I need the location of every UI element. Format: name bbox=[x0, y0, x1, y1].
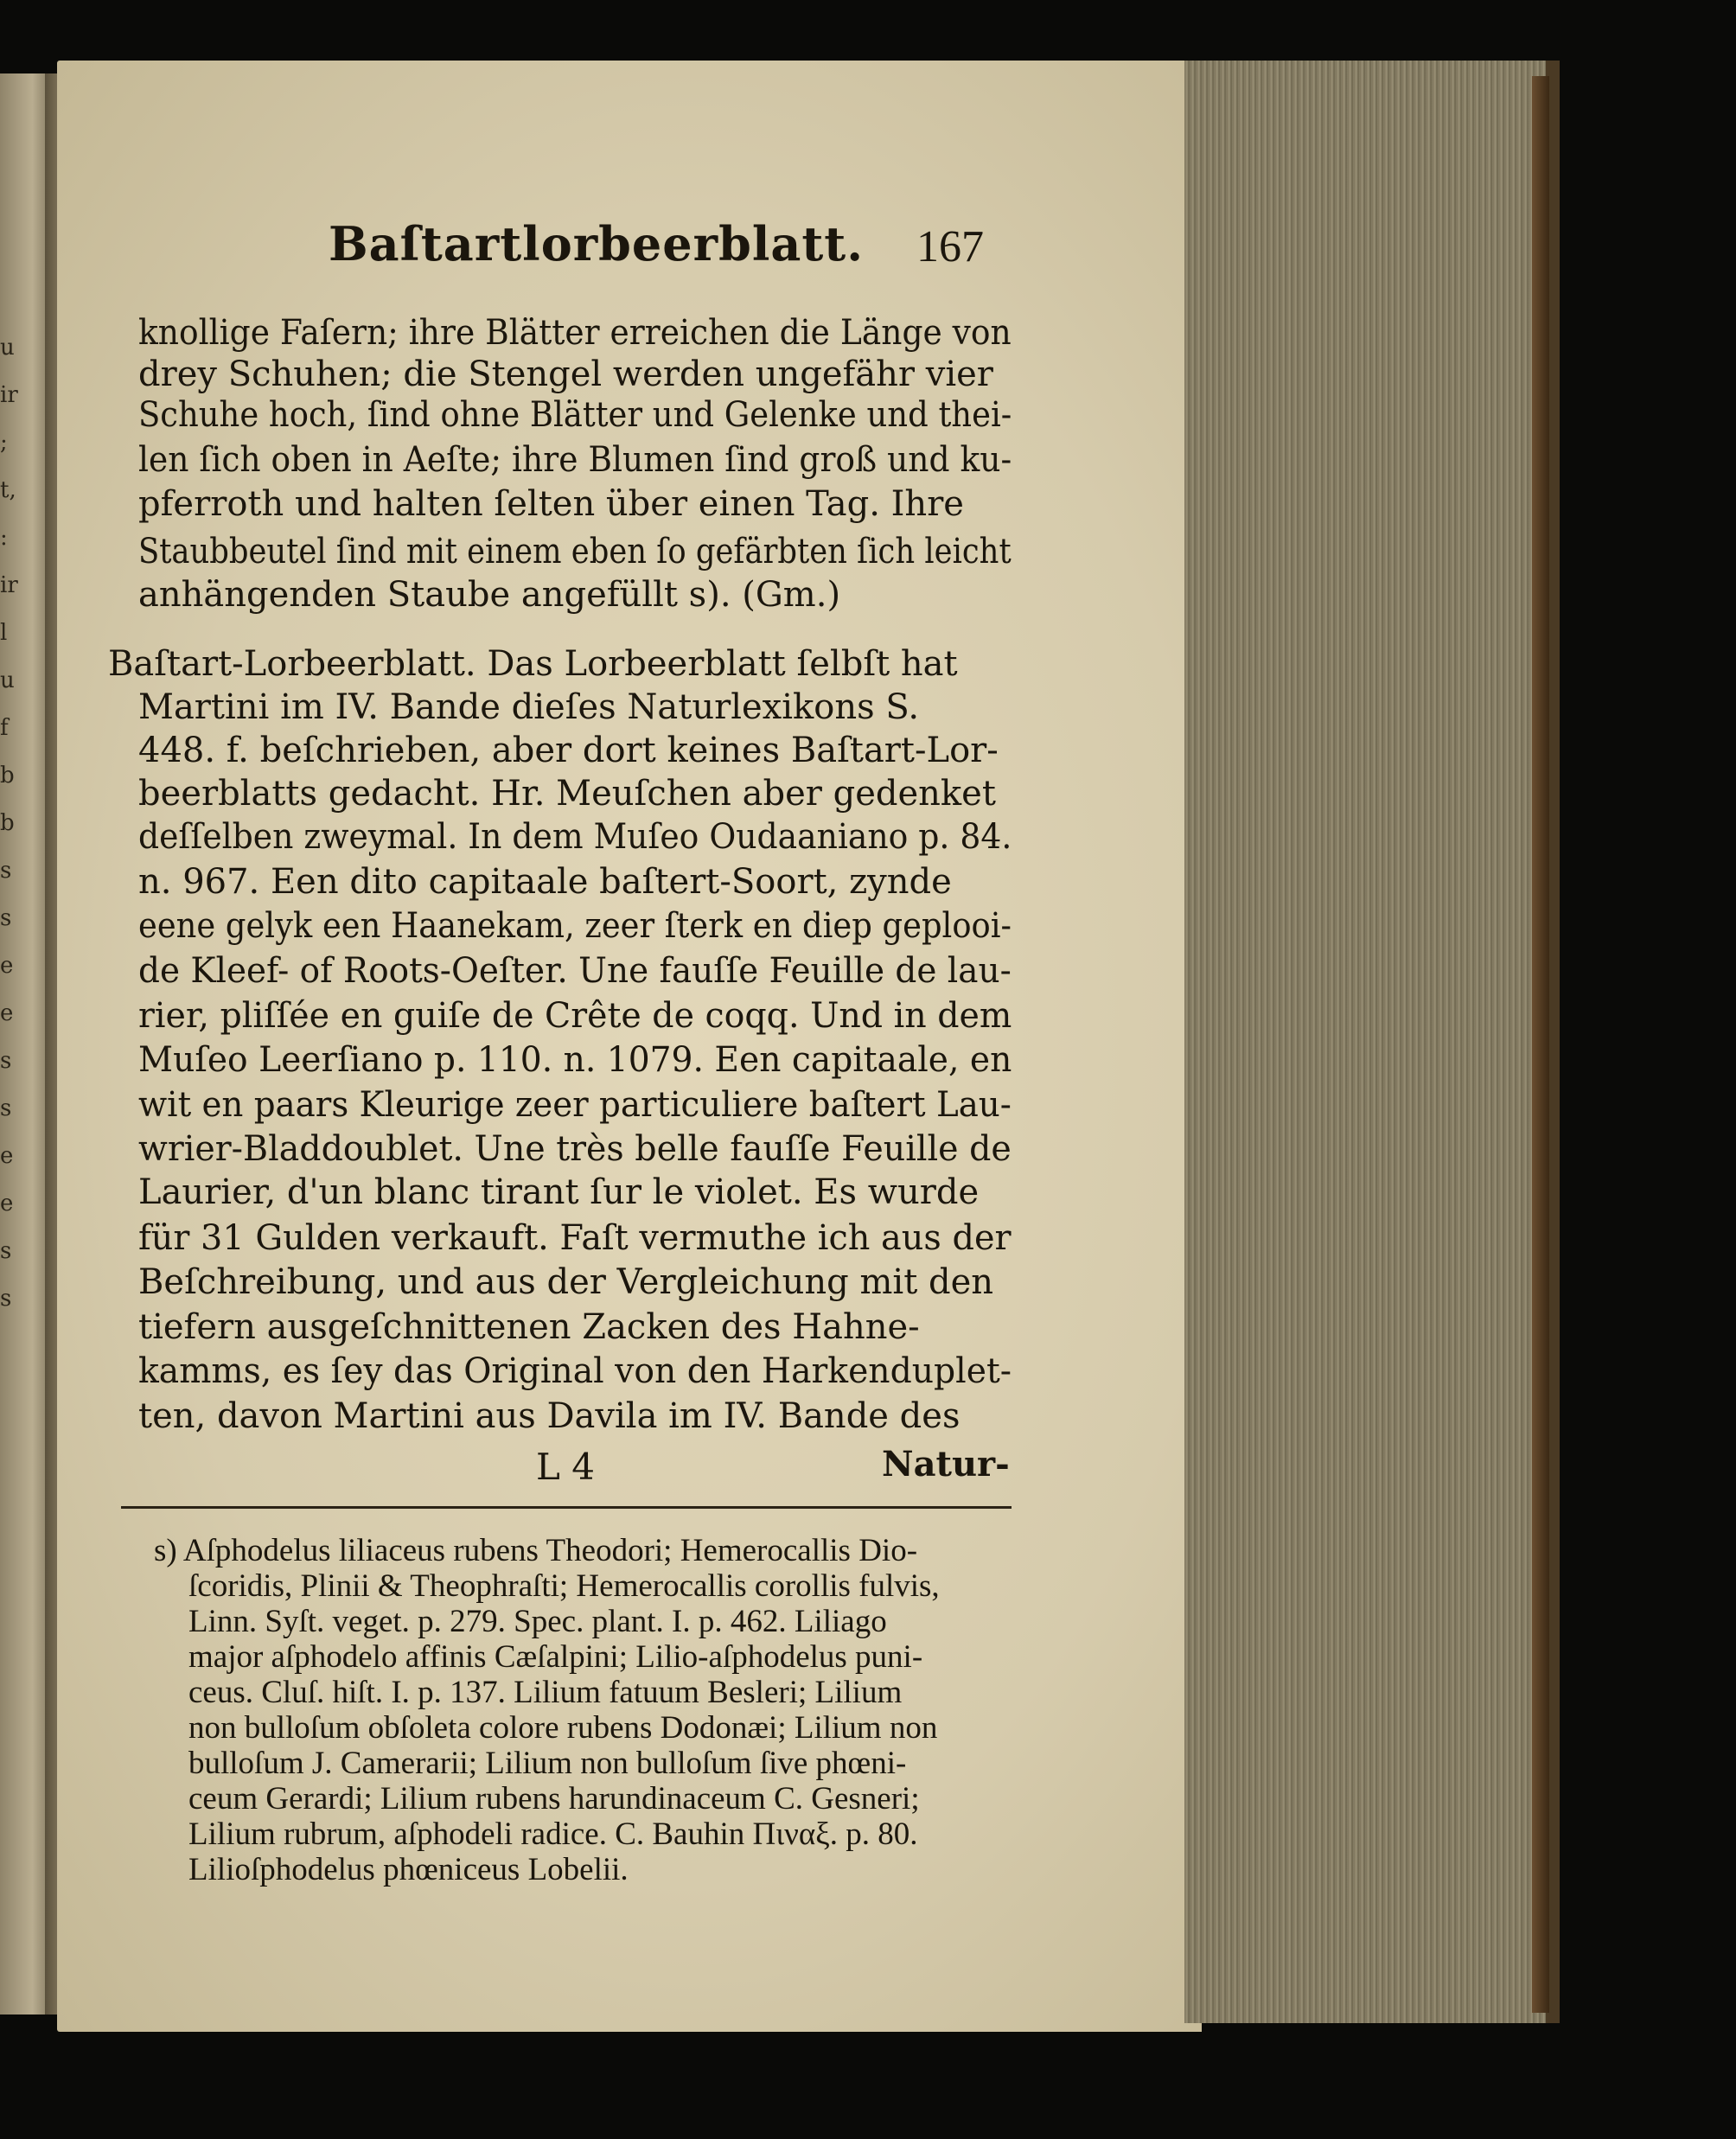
body-line: Staubbeutel ſind mit einem eben ſo gefärbten ſich leicht bbox=[138, 532, 1012, 571]
catchword: Natur- bbox=[882, 1444, 1010, 1485]
body-line: deſſelben zweymal. In dem Muſeo Oudaaniano p. 84. bbox=[138, 817, 1012, 857]
left-page-fragment: : bbox=[0, 525, 8, 551]
signature-mark: L 4 bbox=[536, 1446, 595, 1488]
left-page-fragment: l bbox=[0, 620, 8, 646]
body-line: eene gelyk een Haanekam, zeer ſterk en diep geplooi- bbox=[138, 906, 1012, 946]
running-title: Baſtartlorbeerblatt. bbox=[329, 216, 865, 271]
left-page-fragment: ; bbox=[0, 430, 8, 456]
left-page-fragment: s bbox=[0, 1048, 12, 1074]
body-line: Beſchreibung, und aus der Vergleichung mit den bbox=[138, 1262, 994, 1302]
body-line: anhängenden Staube angefüllt s). (Gm.) bbox=[138, 575, 841, 615]
footnote-line: ſcoridis, Plinii & Theophraſti; Hemerocallis corollis fulvis, bbox=[188, 1568, 940, 1604]
left-page-fragment: ir bbox=[0, 382, 18, 408]
footnote-rule bbox=[121, 1506, 1012, 1509]
body-line: wit en paars Kleurige zeer particuliere baſtert Lau- bbox=[138, 1085, 1012, 1125]
left-page-fragment: f bbox=[0, 715, 9, 741]
body-line: len ſich oben in Aeſte; ihre Blumen ſind groß und ku- bbox=[138, 440, 1012, 480]
body-line: Laurier, d'un blanc tirant ſur le violet. Es wurde bbox=[138, 1172, 980, 1212]
left-page-fragment: b bbox=[0, 763, 15, 789]
body-line: Schuhe hoch, ſind ohne Blätter und Gelenke und thei- bbox=[138, 395, 1012, 435]
left-page-fragment: s bbox=[0, 905, 12, 931]
page-number: 167 bbox=[916, 222, 984, 271]
footnote-line: Lilium rubrum, aſphodeli radice. C. Bauhin Πιναξ. p. 80. bbox=[188, 1817, 918, 1852]
body-line: beerblatts gedacht. Hr. Meuſchen aber gedenket bbox=[138, 774, 996, 814]
left-page-fragment: s bbox=[0, 858, 12, 884]
left-page-fragment: ir bbox=[0, 572, 18, 598]
left-page-fragments bbox=[0, 324, 22, 1491]
body-line: ten, davon Martini aus Davila im IV. Bande des bbox=[138, 1396, 961, 1436]
book-fore-edge bbox=[1184, 61, 1560, 2023]
left-page-fragment: s bbox=[0, 1286, 12, 1312]
footnote-line: Lilioſphodelus phœniceus Lobelii. bbox=[188, 1852, 629, 1887]
footnote-line: non bulloſum obſoleta colore rubens Dodonæi; Lilium non bbox=[188, 1710, 938, 1746]
left-page-fragment: s bbox=[0, 1238, 12, 1264]
footnote-line: ceus. Cluſ. hiſt. I. p. 137. Lilium fatuum Besleri; Lilium bbox=[188, 1675, 903, 1710]
body-line: Muſeo Leerſiano p. 110. n. 1079. Een capitaale, en bbox=[138, 1040, 1012, 1080]
body-line: Martini im IV. Bande dieſes Naturlexikons S. bbox=[138, 687, 920, 727]
body-line: für 31 Gulden verkauft. Faſt vermuthe ich aus der bbox=[138, 1218, 1012, 1258]
body-line: wrier-Bladdoublet. Une très belle fauſſe Feuille de bbox=[138, 1129, 1012, 1169]
left-page-fragment: u bbox=[0, 335, 15, 361]
body-line: knollige Faſern; ihre Blätter erreichen die Länge von bbox=[138, 313, 1012, 353]
body-line: 448. f. beſchrieben, aber dort keines Baſtart-Lor- bbox=[138, 731, 999, 770]
footnote-line: bulloſum J. Camerarii; Lilium non bulloſum ſive phœni- bbox=[188, 1746, 907, 1781]
left-page-fragment: e bbox=[0, 1191, 14, 1216]
body-line: n. 967. Een dito capitaale baſtert-Soort, zynde bbox=[138, 862, 952, 902]
body-line: de Kleef- of Roots-Oeſter. Une fauſſe Feuille de lau- bbox=[138, 951, 1012, 991]
body-line: tiefern ausgeſchnittenen Zacken des Hahne- bbox=[138, 1307, 920, 1347]
left-page-fragment: u bbox=[0, 667, 15, 693]
left-page-fragment: b bbox=[0, 810, 15, 836]
footnote-line: s) Aſphodelus liliaceus rubens Theodori; Hemerocallis Dio- bbox=[154, 1533, 918, 1568]
left-page-fragment: e bbox=[0, 1000, 14, 1026]
body-line: drey Schuhen; die Stengel werden ungefähr vier bbox=[138, 354, 993, 394]
body-line: Baſtart-Lorbeerblatt. Das Lorbeerblatt ſelbſt hat bbox=[108, 644, 958, 684]
body-line: kamms, es ſey das Original von den Harkenduplet- bbox=[138, 1351, 1012, 1391]
footnote-line: ceum Gerardi; Lilium rubens harundinaceum C. Gesneri; bbox=[188, 1781, 920, 1817]
body-line: rier, pliſſée en guiſe de Crête de coqq. Und in dem bbox=[138, 996, 1012, 1036]
footnote-line: major aſphodelo affinis Cæſalpini; Lilio-aſphodelus puni- bbox=[188, 1639, 923, 1675]
left-page-fragment: e bbox=[0, 953, 14, 979]
left-page-fragment: e bbox=[0, 1143, 14, 1169]
body-line: pferroth und halten ſelten über einen Tag. Ihre bbox=[138, 484, 964, 524]
left-page-fragment: s bbox=[0, 1095, 12, 1121]
left-page-fragment: t, bbox=[0, 477, 16, 503]
footnote-line: Linn. Syſt. veget. p. 279. Spec. plant. I. p. 462. Liliago bbox=[188, 1604, 887, 1639]
book-cover-edge bbox=[1532, 76, 1549, 2013]
